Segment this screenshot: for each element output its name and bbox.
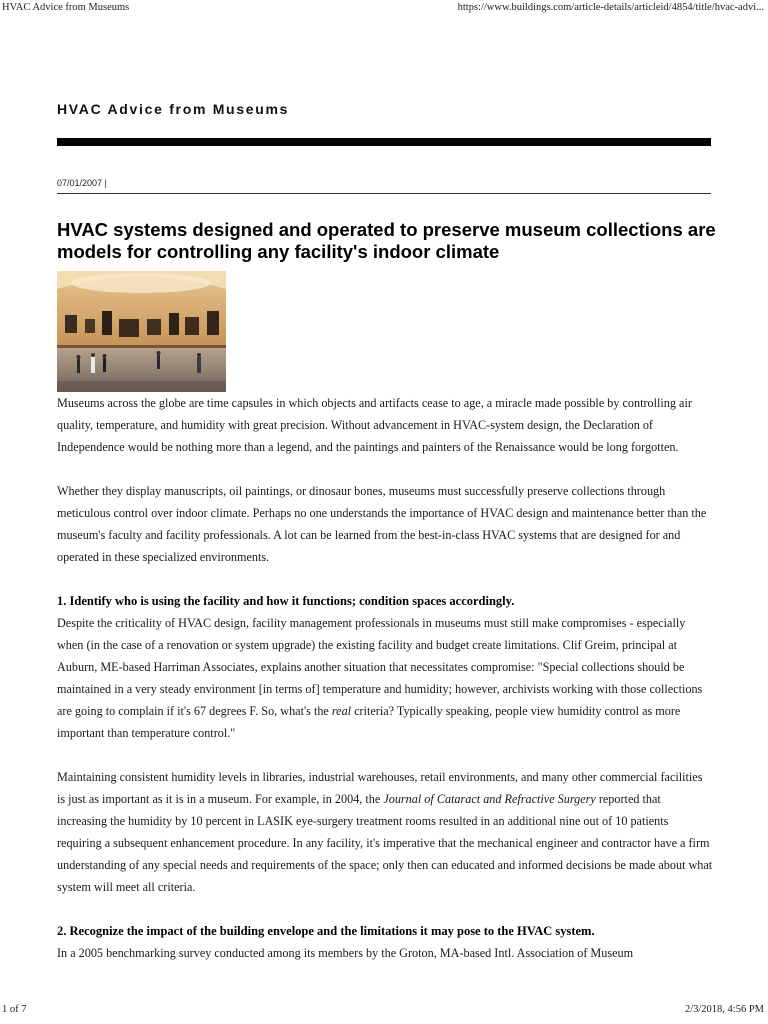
print-header — [0, 2, 768, 18]
journal-title: Journal of Cataract and Refractive Surgery — [383, 792, 596, 806]
article-headline: HVAC systems designed and operated to preserve museum collections are models for controlling any facility's indoor climate — [57, 219, 716, 262]
paragraph-preservation: Whether they display manuscripts, oil paintings, or dinosaur bones, museums must successfully preserve collections through meticulous control over indoor climate. Perhaps no one understands the importance of HVAC design and maintenance better than the museum's faculty and facility professionals. A lot can be learned from the best-in-class HVAC systems that are designed for and operated in these specialized environments. — [57, 484, 707, 564]
paragraph-humidity-end: reported that increasing the humidity by 10 percent in LASIK eye-surgery treatment rooms resulted in an additional nine out of 10 patients requiring a subsequent enhancement procedure. In any facility, it's imperative that the mechanical engineer and contractor have a firm understanding of any special needs and requirements of the space; only then can educated and informed decisions be made about what system will meet all criteria. — [57, 792, 713, 894]
site-title: HVAC Advice from Museums — [57, 101, 290, 117]
article-date: 07/01/2007 | — [57, 178, 107, 188]
museum-gallery-photo — [57, 271, 226, 392]
section-1-text-start: Despite the criticality of HVAC design, facility management professionals in museums must still make compromises - especially when (in the case of a renovation or system upgrade) the existing facility and budget create limitations. Clif Greim, principal at Auburn, ME-based Harriman Associates, explains another situation that necessitates compromise: "Special collections should be maintained in a very steady environment [in terms of] temperature and humidity; however, archivists working with those collections are going to complain if it's 67 degrees F. So, what's the — [57, 616, 703, 718]
paragraph-intro: Museums across the globe are time capsules in which objects and artifacts cease to age, a miracle made possible by controlling air quality, temperature, and humidity with great precision. Without advancement in HVAC-system design, the Declaration of Independence would be nothing more than a legend, and the paintings and painters of the Renaissance would be long forgotten. — [57, 396, 692, 454]
section-1-text — [57, 612, 713, 744]
section-1-heading: 1. Identify who is using the facility and how it functions; condition spaces accordingly. — [57, 594, 515, 608]
date-divider — [57, 193, 711, 194]
print-footer — [0, 1004, 768, 1020]
section-1-italic-word: real — [331, 704, 352, 718]
title-divider — [57, 138, 711, 146]
article-body — [57, 392, 713, 964]
section-2-text: In a 2005 benchmarking survey conducted among its members by the Groton, MA-based Intl. Association of Museum — [57, 946, 634, 960]
section-1-text-end: criteria? Typically speaking, people view humidity control as more important than temperature control." — [57, 704, 681, 740]
print-url[interactable]: https://www.buildings.com/article-details/articleid/4854/title/hvac-advi... — [457, 2, 764, 13]
print-page-title: HVAC Advice from Museums — [2, 2, 130, 13]
paragraph-humidity — [57, 766, 713, 898]
page-count: 1 of 7 — [2, 1004, 27, 1015]
print-timestamp: 2/3/2018, 4:56 PM — [684, 1004, 764, 1015]
paragraph-humidity-start: Maintaining consistent humidity levels in libraries, industrial warehouses, retail environments, and many other commercial facilities is just as important as it is in a museum. For example, in 2004, the — [57, 770, 703, 806]
section-2-heading: 2. Recognize the impact of the building envelope and the limitations it may pose to the HVAC system. — [57, 924, 595, 938]
